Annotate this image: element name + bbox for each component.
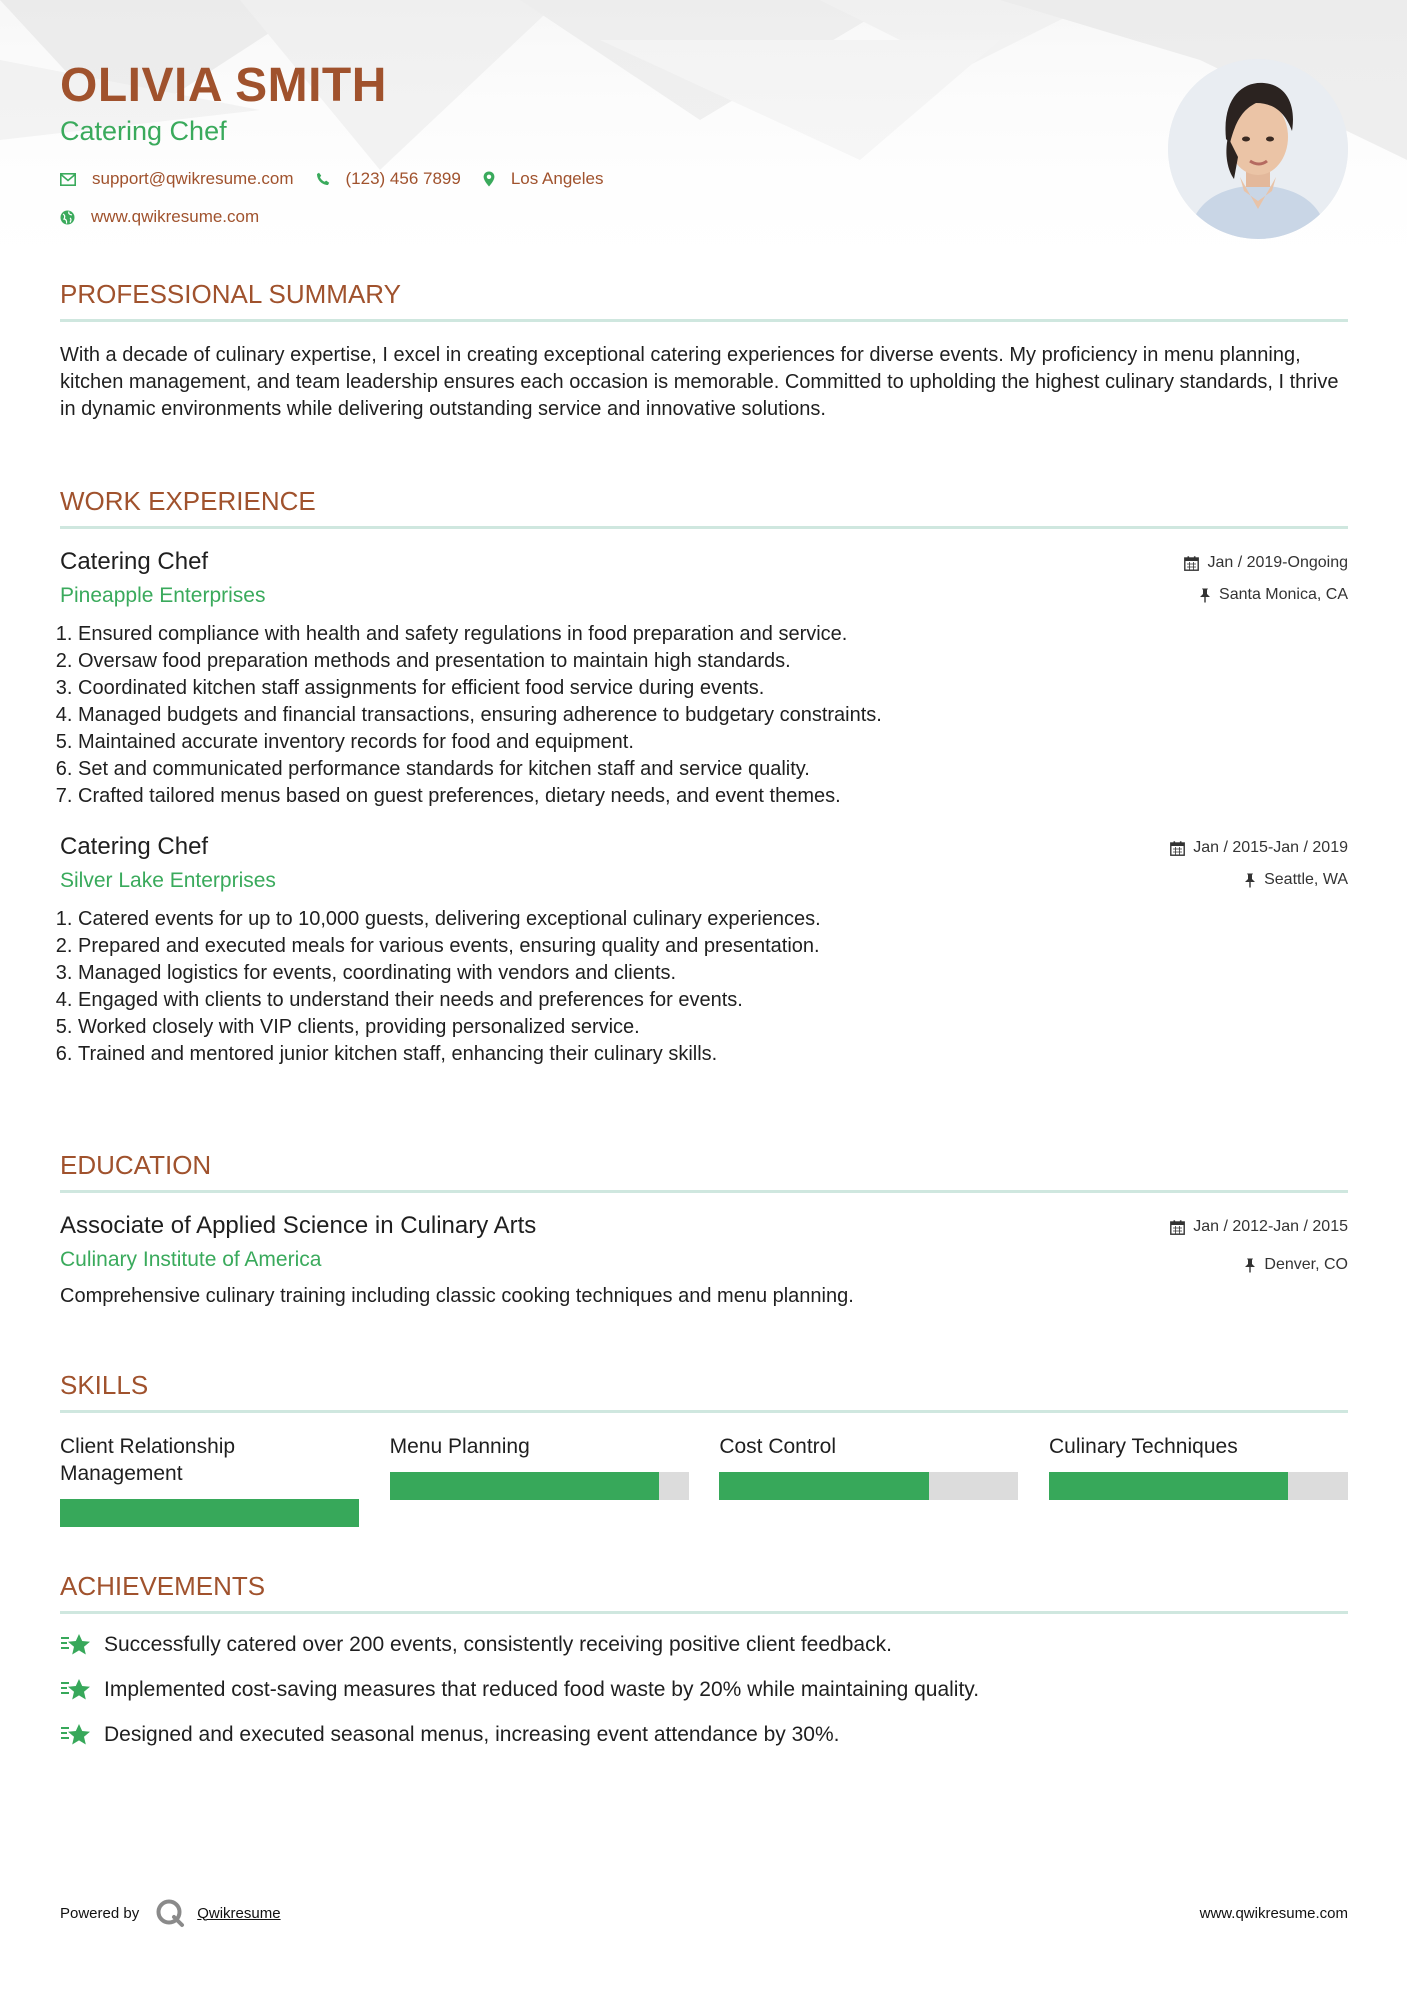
pushpin-icon	[1244, 873, 1256, 888]
experience-heading: WORK EXPERIENCE	[60, 486, 316, 516]
achievement-text: Successfully catered over 200 events, consistently receiving positive client feedback.	[104, 1633, 892, 1656]
envelope-icon	[60, 173, 76, 186]
job-bullet: 4. Managed budgets and financial transactions, ensuring adherence to budgetary constraints.	[78, 702, 1348, 729]
skill-name: Menu Planning	[389, 1435, 530, 1458]
job-location	[1184, 583, 1348, 607]
section-divider	[60, 1611, 1348, 1614]
job-dates-text: Jan / 2019-Ongoing	[1207, 554, 1348, 571]
job-bullet: 3. Managed logistics for events, coordinating with vendors and clients.	[78, 960, 1348, 987]
skill-name: Client Relationship Management	[60, 1435, 236, 1485]
skill-bar	[1049, 1472, 1348, 1500]
job-bullet: 1. Ensured compliance with health and safety regulations in food preparation and service.	[78, 621, 1348, 648]
achievement-text: Implemented cost-saving measures that reduced food waste by 20% while maintaining quality.	[104, 1678, 980, 1701]
skill-bar	[719, 1472, 1018, 1500]
skill-item	[390, 1433, 689, 1527]
star-icon	[60, 1677, 92, 1703]
powered-by-label: Powered by	[60, 1904, 140, 1922]
pushpin-icon	[1199, 588, 1211, 603]
job-location	[1170, 868, 1348, 892]
star-icon	[60, 1632, 92, 1658]
job-location-text: Seattle, WA	[1264, 871, 1348, 888]
education-description: Comprehensive culinary training including classic cooking techniques and menu planning.	[60, 1285, 854, 1307]
skills-section	[60, 1369, 1348, 1527]
section-divider	[60, 526, 1348, 529]
job-company: Silver Lake Enterprises	[60, 869, 276, 892]
job-bullet: 5. Maintained accurate inventory records for food and equipment.	[78, 729, 1348, 756]
education-entry	[60, 1211, 1348, 1310]
skill-bar-fill	[390, 1472, 659, 1500]
job-dates-text: Jan / 2015-Jan / 2019	[1193, 839, 1348, 856]
degree-title: Associate of Applied Science in Culinary Arts	[60, 1212, 537, 1239]
job-dates	[1170, 836, 1348, 860]
job-bullet: 2. Prepared and executed meals for various events, ensuring quality and presentation.	[78, 933, 1348, 960]
job-bullet: 4. Engaged with clients to understand their needs and preferences for events.	[78, 987, 1348, 1014]
education-dates	[1170, 1215, 1348, 1239]
education-dates-text: Jan / 2012-Jan / 2015	[1193, 1218, 1348, 1235]
location-text: Los Angeles	[510, 169, 604, 188]
job-bullet: 7. Crafted tailored menus based on guest preferences, dietary needs, and event themes.	[78, 783, 1348, 810]
section-divider	[60, 1410, 1348, 1413]
skill-item	[719, 1433, 1018, 1527]
contact-row-website	[60, 207, 1120, 227]
qwikresume-logo-icon	[155, 1898, 185, 1928]
achievement-item	[60, 1676, 1348, 1704]
candidate-title: Catering Chef	[60, 116, 227, 146]
education-heading: EDUCATION	[60, 1150, 212, 1180]
profile-avatar-illustration	[1168, 59, 1348, 239]
job-location-text: Santa Monica, CA	[1219, 586, 1348, 603]
job-meta	[1184, 551, 1348, 607]
email-text: support@qwikresume.com	[92, 169, 294, 188]
skill-bar	[60, 1499, 359, 1527]
education-meta	[1170, 1215, 1348, 1277]
footer-website[interactable]: www.qwikresume.com	[1199, 1904, 1348, 1922]
candidate-name: OLIVIA SMITH	[60, 59, 387, 112]
profile-photo	[1168, 59, 1348, 239]
job-bullet: 5. Worked closely with VIP clients, providing personalized service.	[78, 1014, 1348, 1041]
skill-bar	[390, 1472, 689, 1500]
page-footer	[60, 1898, 1348, 1928]
job-bullet: 2. Oversaw food preparation methods and presentation to maintain high standards.	[78, 648, 1348, 675]
qwikresume-link[interactable]: Qwikresume	[197, 1904, 281, 1922]
calendar-icon	[1170, 841, 1185, 856]
summary-text: With a decade of culinary expertise, I excel in creating exceptional catering experiences for diverse events. My proficiency in menu planning, kitchen management, and team leadership ensures each occasion is memorable. Committed to upholding the highest culinary standards, I thrive in dynamic environments while delivering outstanding service and innovative solutions.	[60, 344, 1339, 420]
summary-heading: PROFESSIONAL SUMMARY	[60, 279, 401, 309]
achievement-item	[60, 1721, 1348, 1749]
achievement-item	[60, 1631, 1348, 1659]
skills-list	[60, 1433, 1348, 1527]
achievement-text: Designed and executed seasonal menus, increasing event attendance by 30%.	[104, 1723, 840, 1746]
calendar-icon	[1184, 556, 1199, 571]
job-dates	[1184, 551, 1348, 575]
job-entry	[60, 547, 1348, 810]
experience-section	[60, 485, 1348, 1068]
section-divider	[60, 1190, 1348, 1193]
achievements-section	[60, 1570, 1348, 1749]
job-bullets	[60, 621, 1348, 810]
section-divider	[60, 319, 1348, 322]
skill-name: Cost Control	[719, 1435, 837, 1458]
map-pin-icon	[483, 171, 495, 187]
job-bullet: 6. Trained and mentored junior kitchen staff, enhancing their culinary skills.	[78, 1041, 1348, 1068]
education-location-text: Denver, CO	[1264, 1256, 1348, 1273]
contact-website[interactable]	[60, 207, 259, 227]
skill-bar-fill	[719, 1472, 928, 1500]
education-location	[1170, 1253, 1348, 1277]
resume-header	[60, 58, 1120, 227]
job-meta	[1170, 836, 1348, 892]
contact-row	[60, 169, 1120, 189]
website-text: www.qwikresume.com	[91, 207, 260, 226]
skill-item	[60, 1433, 359, 1527]
summary-section	[60, 278, 1348, 423]
calendar-icon	[1170, 1220, 1185, 1235]
skills-heading: SKILLS	[60, 1370, 149, 1400]
skill-name: Culinary Techniques	[1048, 1435, 1238, 1458]
skill-bar-fill	[60, 1499, 359, 1527]
job-bullet: 1. Catered events for up to 10,000 guests, delivering exceptional culinary experiences.	[78, 906, 1348, 933]
contact-email[interactable]	[60, 169, 294, 189]
education-section	[60, 1149, 1348, 1310]
globe-icon	[60, 210, 75, 225]
contact-phone[interactable]	[316, 169, 461, 189]
contact-location	[483, 169, 604, 189]
job-entry	[60, 832, 1348, 1068]
job-title: Catering Chef	[60, 548, 209, 575]
star-icon	[60, 1722, 92, 1748]
pushpin-icon	[1244, 1258, 1256, 1273]
job-bullet: 3. Coordinated kitchen staff assignments for efficient food service during events.	[78, 675, 1348, 702]
skill-item	[1049, 1433, 1348, 1527]
job-bullets	[60, 906, 1348, 1068]
job-title: Catering Chef	[60, 833, 209, 860]
skill-bar-fill	[1049, 1472, 1288, 1500]
job-bullet: 6. Set and communicated performance standards for kitchen staff and service quality.	[78, 756, 1348, 783]
achievements-list	[60, 1631, 1348, 1749]
phone-text: (123) 456 7899	[345, 169, 461, 188]
school-name: Culinary Institute of America	[60, 1248, 322, 1271]
achievements-heading: ACHIEVEMENTS	[60, 1571, 266, 1601]
phone-icon	[316, 172, 330, 186]
job-company: Pineapple Enterprises	[60, 584, 266, 607]
